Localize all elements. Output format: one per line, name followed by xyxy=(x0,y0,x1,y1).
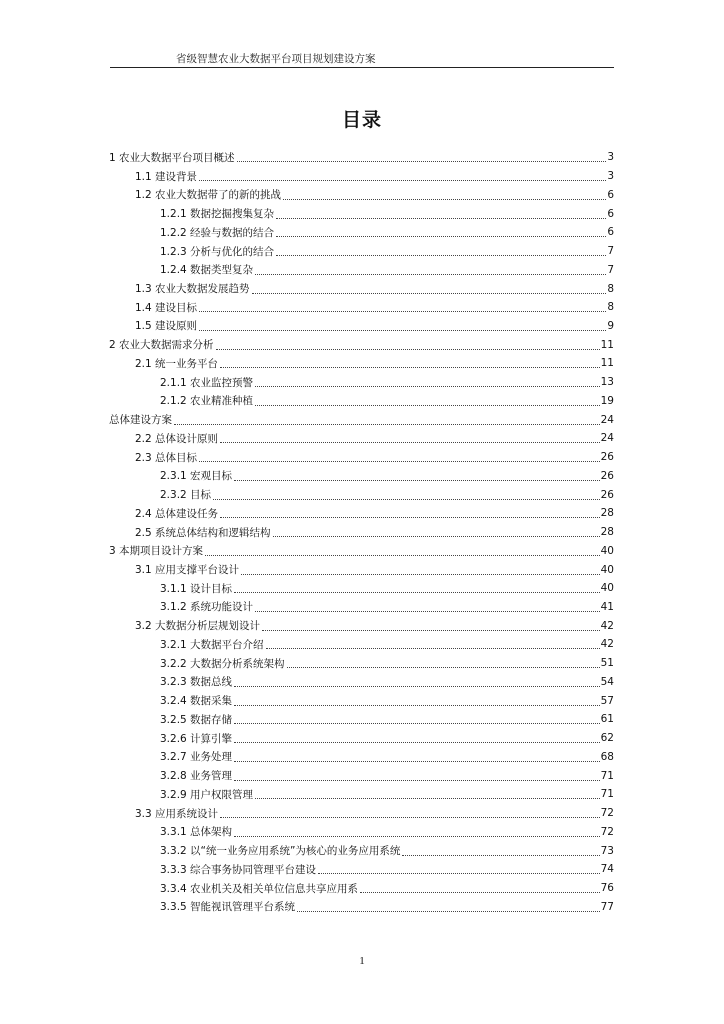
toc-entry[interactable] xyxy=(109,879,614,898)
toc-entry[interactable] xyxy=(109,748,614,767)
toc-entry-title: 3.3.1 总体架构 xyxy=(160,826,233,839)
toc-leader-dots xyxy=(234,779,600,781)
toc-entry-title: 3.2 大数据分析层规划设计 xyxy=(135,620,261,633)
toc-entry[interactable] xyxy=(109,635,614,654)
toc-entry[interactable] xyxy=(109,485,614,504)
toc-entry-title: 1.1 建设背景 xyxy=(135,170,198,183)
toc-leader-dots xyxy=(220,816,600,818)
toc-entry-title: 3.2.1 大数据平台介绍 xyxy=(160,638,264,651)
toc-leader-dots xyxy=(234,704,600,706)
toc-entry-page: 3 xyxy=(607,170,614,183)
toc-entry-title: 1.2.2 经验与数据的结合 xyxy=(160,226,275,239)
toc-entry-page: 68 xyxy=(600,750,614,763)
toc-leader-dots xyxy=(255,404,600,406)
toc-entry-title: 3.1.1 设计目标 xyxy=(160,582,233,595)
toc-entry-title: 2.1 统一业务平台 xyxy=(135,357,219,370)
toc-leader-dots xyxy=(287,666,600,668)
toc-entry-page: 40 xyxy=(600,563,614,576)
toc-leader-dots xyxy=(234,835,600,837)
toc-entry[interactable] xyxy=(109,897,614,916)
page-header xyxy=(110,50,614,68)
toc-entry-page: 9 xyxy=(607,319,614,332)
toc-leader-dots xyxy=(360,891,600,893)
toc-leader-dots xyxy=(234,685,600,687)
toc-entry[interactable] xyxy=(109,822,614,841)
toc-leader-dots xyxy=(255,385,600,387)
toc-entry-title: 1.5 建设原则 xyxy=(135,320,198,333)
toc-entry[interactable] xyxy=(109,298,614,317)
toc-entry[interactable] xyxy=(109,654,614,673)
toc-entry-page: 24 xyxy=(600,432,614,445)
toc-entry[interactable] xyxy=(109,354,614,373)
toc-leader-dots xyxy=(234,722,600,724)
toc-entry-page: 54 xyxy=(600,675,614,688)
toc-leader-dots xyxy=(266,647,600,649)
toc-entry-page: 13 xyxy=(600,376,614,389)
toc-entry-page: 6 xyxy=(607,188,614,201)
toc-entry-page: 77 xyxy=(600,900,614,913)
toc-entry-title: 3.2.5 数据存储 xyxy=(160,713,233,726)
toc-entry-page: 73 xyxy=(600,844,614,857)
toc-entry-page: 62 xyxy=(600,732,614,745)
toc-entry-page: 11 xyxy=(600,357,614,370)
toc-entry-title: 3.3 应用系统设计 xyxy=(135,807,219,820)
toc-entry[interactable] xyxy=(109,841,614,860)
toc-entry-title: 总体建设方案 xyxy=(109,414,172,427)
toc-entry[interactable] xyxy=(109,673,614,692)
toc-entry[interactable] xyxy=(109,148,614,167)
toc-entry[interactable] xyxy=(109,616,614,635)
toc-entry[interactable] xyxy=(109,167,614,186)
toc-leader-dots xyxy=(234,591,600,593)
toc-entry-page: 72 xyxy=(600,807,614,820)
toc-entry[interactable] xyxy=(109,804,614,823)
toc-leader-dots xyxy=(220,366,600,368)
toc-leader-dots xyxy=(199,310,606,312)
toc-entry-title: 3.2.8 业务管理 xyxy=(160,770,233,783)
toc-entry-page: 26 xyxy=(600,451,614,464)
toc-entry-title: 3.3.2 以“统一业务应用系统”为核心的业务应用系统 xyxy=(160,845,401,858)
toc-entry-page: 6 xyxy=(607,207,614,220)
toc-entry-title: 1.2.4 数据类型复杂 xyxy=(160,264,254,277)
toc-entry-page: 72 xyxy=(600,825,614,838)
toc-entry-title: 1.4 建设目标 xyxy=(135,301,198,314)
toc-entry-title: 3.2.3 数据总线 xyxy=(160,676,233,689)
toc-entry-title: 3 本期项目设计方案 xyxy=(109,545,204,558)
toc-entry-title: 3.2.4 数据采集 xyxy=(160,695,233,708)
toc-entry[interactable] xyxy=(109,392,614,411)
toc-entry-page: 42 xyxy=(600,638,614,651)
toc-leader-dots xyxy=(216,348,600,350)
toc-entry[interactable] xyxy=(109,691,614,710)
toc-entry[interactable] xyxy=(109,785,614,804)
toc-entry[interactable] xyxy=(109,541,614,560)
toc-entry-title: 2.2 总体设计原则 xyxy=(135,432,219,445)
toc-entry-page: 24 xyxy=(600,413,614,426)
toc-leader-dots xyxy=(318,872,600,874)
toc-leader-dots xyxy=(252,292,607,294)
toc-entry[interactable] xyxy=(109,373,614,392)
toc-entry-page: 8 xyxy=(607,301,614,314)
table-of-contents xyxy=(109,148,614,916)
toc-entry-title: 2.3 总体目标 xyxy=(135,451,198,464)
toc-entry-page: 7 xyxy=(607,263,614,276)
toc-leader-dots xyxy=(220,516,600,518)
toc-entry-page: 71 xyxy=(600,788,614,801)
toc-entry-page: 28 xyxy=(600,526,614,539)
toc-leader-dots xyxy=(297,910,600,912)
toc-entry-page: 61 xyxy=(600,713,614,726)
toc-entry[interactable] xyxy=(109,260,614,279)
toc-leader-dots xyxy=(205,554,600,556)
toc-leader-dots xyxy=(220,441,600,443)
toc-entry-page: 7 xyxy=(607,245,614,258)
toc-entry-page: 28 xyxy=(600,507,614,520)
toc-entry[interactable] xyxy=(109,429,614,448)
toc-entry-page: 40 xyxy=(600,582,614,595)
toc-entry-title: 3.3.4 农业机关及相关单位信息共享应用系 xyxy=(160,882,359,895)
toc-title: 目录 xyxy=(341,109,382,131)
toc-entry[interactable] xyxy=(109,242,614,261)
toc-entry-title: 3.2.9 用户权限管理 xyxy=(160,788,254,801)
toc-leader-dots xyxy=(255,273,606,275)
toc-entry-title: 3.3.3 综合事务协同管理平台建设 xyxy=(160,863,317,876)
toc-entry-title: 3.2.6 计算引擎 xyxy=(160,732,233,745)
toc-entry[interactable] xyxy=(109,204,614,223)
toc-entry-title: 3.1.2 系统功能设计 xyxy=(160,601,254,614)
toc-entry[interactable] xyxy=(109,448,614,467)
toc-entry-title: 2.3.2 目标 xyxy=(160,489,212,502)
toc-entry-title: 1.3 农业大数据发展趋势 xyxy=(135,283,250,295)
toc-entry[interactable] xyxy=(109,466,614,485)
toc-entry-title: 1 农业大数据平台项目概述 xyxy=(109,151,235,164)
toc-entry-title: 3.2.2 大数据分析系统架构 xyxy=(160,657,285,670)
toc-entry[interactable] xyxy=(109,766,614,785)
toc-entry[interactable] xyxy=(109,560,614,579)
toc-entry-page: 8 xyxy=(607,282,614,295)
toc-entry-title: 3.1 应用支撑平台设计 xyxy=(135,564,240,577)
toc-entry-page: 19 xyxy=(600,394,614,407)
toc-leader-dots xyxy=(199,460,600,462)
toc-entry[interactable] xyxy=(109,279,614,298)
toc-entry-page: 51 xyxy=(600,657,614,670)
toc-leader-dots xyxy=(255,797,600,799)
toc-entry[interactable] xyxy=(109,729,614,748)
toc-leader-dots xyxy=(276,254,606,256)
toc-entry[interactable] xyxy=(109,317,614,336)
toc-entry[interactable] xyxy=(109,223,614,242)
toc-entry-page: 26 xyxy=(600,469,614,482)
page-number: 1 xyxy=(359,955,365,967)
toc-leader-dots xyxy=(276,235,606,237)
toc-entry-page: 11 xyxy=(600,338,614,351)
toc-entry-page: 76 xyxy=(600,882,614,894)
toc-entry[interactable] xyxy=(109,185,614,204)
toc-entry-page: 3 xyxy=(607,151,614,164)
toc-entry-title: 1.2 农业大数据带了的新的挑战 xyxy=(135,189,282,202)
toc-entry-title: 3.3.5 智能视讯管理平台系统 xyxy=(160,901,296,914)
toc-leader-dots xyxy=(199,179,606,181)
toc-entry-page: 42 xyxy=(600,619,614,632)
toc-entry[interactable] xyxy=(109,598,614,617)
toc-entry[interactable] xyxy=(109,335,614,354)
toc-entry-title: 1.2.3 分析与优化的结合 xyxy=(160,245,275,258)
toc-entry-title: 2 农业大数据需求分析 xyxy=(109,339,214,352)
toc-leader-dots xyxy=(402,854,599,856)
header-text: 省级智慧农业大数据平台项目规划建设方案 xyxy=(176,53,376,65)
toc-entry[interactable] xyxy=(109,710,614,729)
toc-entry-page: 41 xyxy=(600,600,614,613)
toc-entry[interactable] xyxy=(109,410,614,429)
toc-leader-dots xyxy=(276,217,606,219)
toc-entry[interactable] xyxy=(109,860,614,879)
toc-leader-dots xyxy=(199,329,606,331)
toc-leader-dots xyxy=(234,741,600,743)
toc-entry-title: 1.2.1 数据挖掘搜集复杂 xyxy=(160,208,275,221)
toc-entry-title: 3.2.7 业务处理 xyxy=(160,751,233,764)
toc-entry-page: 74 xyxy=(600,863,614,876)
toc-entry-title: 2.1.2 农业精准种植 xyxy=(160,395,254,408)
toc-leader-dots xyxy=(283,198,606,200)
toc-entry[interactable] xyxy=(109,579,614,598)
toc-entry-page: 57 xyxy=(600,694,614,707)
toc-leader-dots xyxy=(234,479,600,481)
toc-leader-dots xyxy=(273,535,600,537)
toc-leader-dots xyxy=(213,498,600,500)
toc-entry-title: 2.5 系统总体结构和逻辑结构 xyxy=(135,526,271,539)
toc-entry-page: 6 xyxy=(607,226,614,239)
toc-entry-title: 2.4 总体建设任务 xyxy=(135,507,219,520)
toc-entry-title: 2.3.1 宏观目标 xyxy=(160,470,233,483)
toc-entry-page: 40 xyxy=(600,544,614,557)
toc-entry[interactable] xyxy=(109,523,614,542)
toc-entry-title: 2.1.1 农业监控预警 xyxy=(160,376,254,389)
toc-entry-page: 71 xyxy=(600,769,614,782)
toc-leader-dots xyxy=(262,629,600,631)
toc-leader-dots xyxy=(241,573,600,575)
toc-entry[interactable] xyxy=(109,504,614,523)
toc-leader-dots xyxy=(237,160,607,162)
toc-leader-dots xyxy=(255,610,600,612)
toc-leader-dots xyxy=(174,423,600,425)
toc-entry-page: 26 xyxy=(600,488,614,501)
toc-leader-dots xyxy=(234,760,600,762)
